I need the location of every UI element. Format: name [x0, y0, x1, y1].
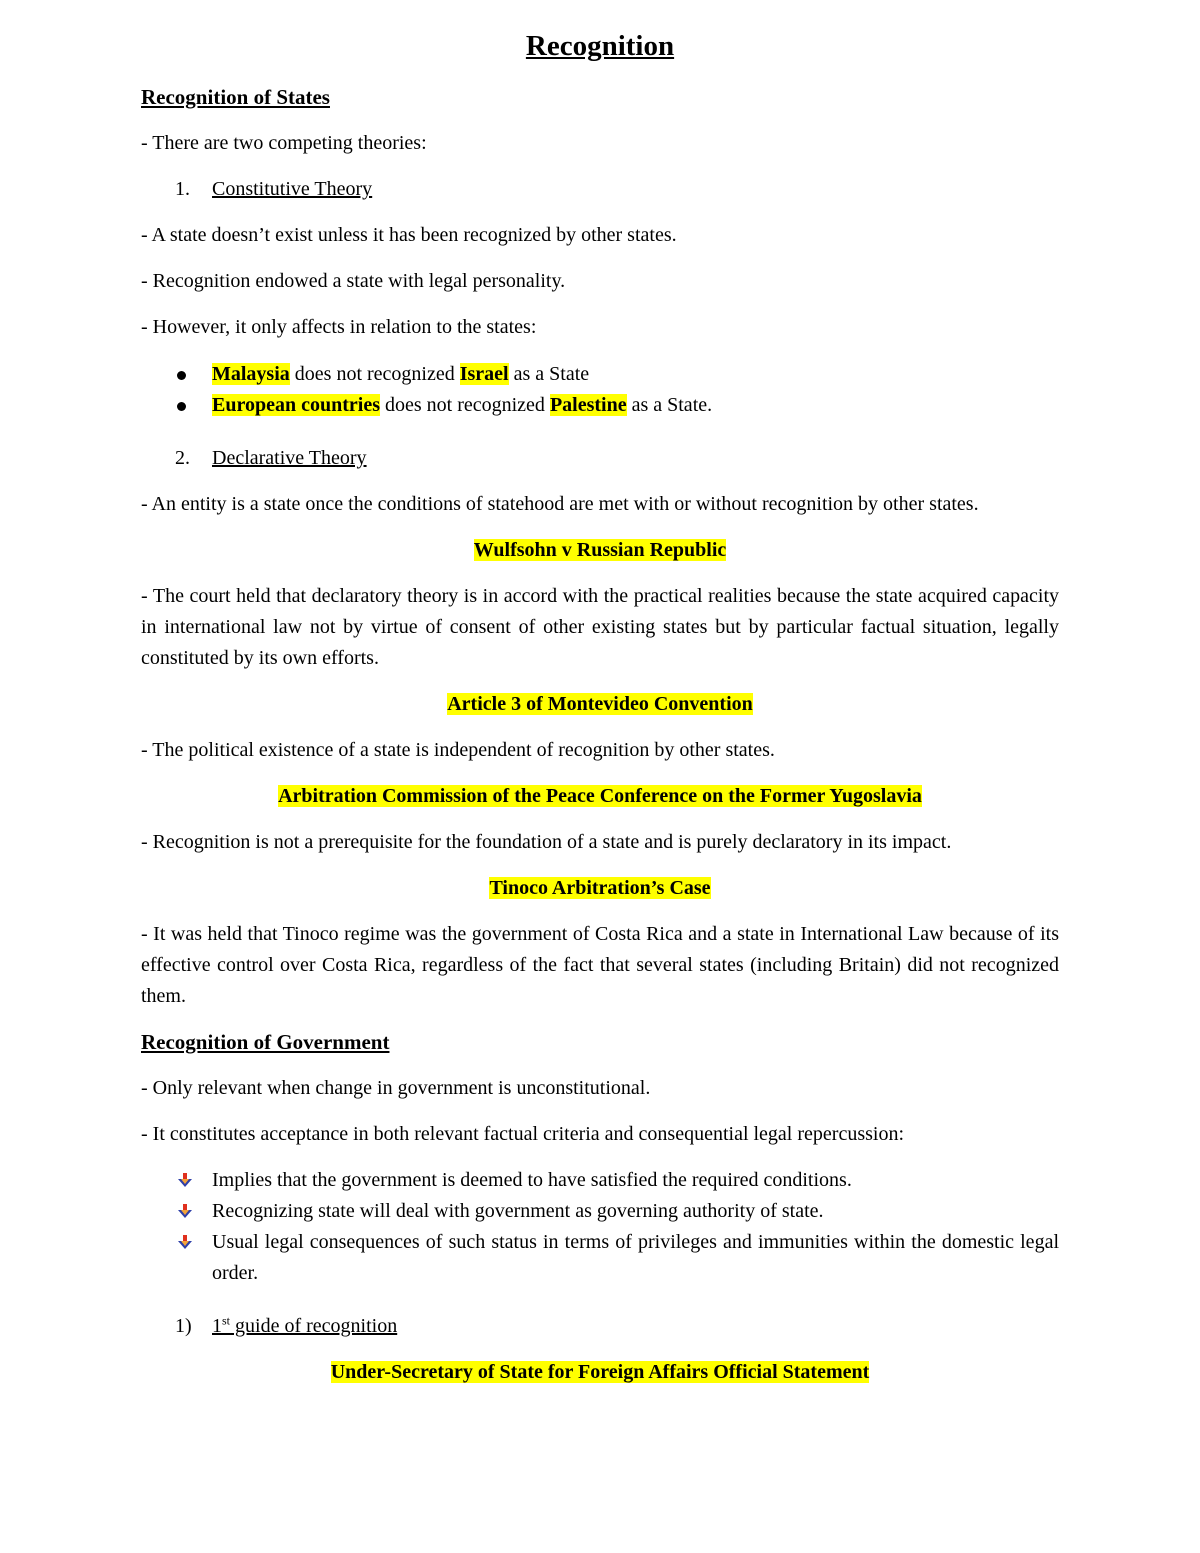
section-heading-government: Recognition of Government — [141, 1030, 390, 1054]
item-label: Constitutive Theory — [212, 178, 373, 200]
paragraph-point: - Only relevant when change in government is unconstitutional. — [141, 1077, 651, 1099]
plain-text: does not recognized — [289, 363, 460, 385]
case-summary: - Recognition is not a prerequisite for the foundation of a state and is purely declaratory in its impact. — [141, 831, 952, 853]
list-item-text: Recognizing state will deal with government as governing authority of state. — [212, 1200, 824, 1222]
case-title — [141, 781, 1059, 812]
list-item — [141, 359, 1059, 390]
ordinal-number: 1 — [212, 1315, 222, 1337]
case-title-text: Article 3 of Montevideo Convention — [447, 693, 753, 715]
case-summary: - The political existence of a state is independent of recognition by other states. — [141, 739, 775, 761]
case-title-text: Wulfsohn v Russian Republic — [473, 539, 727, 561]
numbered-item-guide — [175, 1311, 1059, 1342]
paragraph-point: - It constitutes acceptance in both relevant factual criteria and consequential legal repercussion: — [141, 1123, 904, 1145]
item-number: 1. — [175, 178, 190, 200]
document-page — [141, 26, 1059, 1403]
highlight-text: Malaysia — [212, 363, 290, 385]
case-title-text: Tinoco Arbitration’s Case — [489, 877, 711, 899]
down-arrow-icon — [177, 1234, 193, 1250]
paragraph-point: - Recognition endowed a state with legal personality. — [141, 270, 566, 292]
highlight-text: Palestine — [549, 394, 627, 416]
paragraph-point: - An entity is a state once the conditions of statehood are met with or without recognition by other states. — [141, 493, 979, 515]
case-summary: - The court held that declaratory theory is in accord with the practical realities because the state acquired capacity in international law not by virtue of consent of other existing states but by particular factual situation, legally constituted by its own efforts. — [141, 585, 1059, 669]
list-item-text: Implies that the government is deemed to have satisfied the required conditions. — [212, 1169, 852, 1191]
case-title — [141, 689, 1059, 720]
case-title — [141, 873, 1059, 904]
item-label: Declarative Theory — [212, 447, 367, 469]
list-item — [141, 1227, 1059, 1289]
case-title-text: Arbitration Commission of the Peace Conference on the Former Yugoslavia — [278, 785, 922, 807]
paragraph-intro: - There are two competing theories: — [141, 132, 427, 154]
arrow-list — [141, 1165, 1059, 1289]
plain-text: as a State — [508, 363, 590, 385]
case-title-text: Under-Secretary of State for Foreign Affairs Official Statement — [330, 1361, 870, 1383]
plain-text: does not recognized — [379, 394, 550, 416]
bullet-dot-icon — [177, 371, 186, 380]
list-item — [141, 390, 1059, 421]
highlight-text: Israel — [459, 363, 509, 385]
highlight-text: European countries — [212, 394, 380, 416]
item-number: 1) — [175, 1315, 192, 1337]
bullet-list — [141, 359, 1059, 421]
paragraph-point: - A state doesn’t exist unless it has been recognized by other states. — [141, 224, 677, 246]
case-summary: - It was held that Tinoco regime was the government of Costa Rica and a state in International Law because of its effective control over Costa Rica, regardless of the fact that several states (including Britain) did not recognized them. — [141, 923, 1059, 1007]
item-number: 2. — [175, 447, 190, 469]
item-label-text: guide of recognition — [230, 1315, 398, 1337]
list-item-text: Usual legal consequences of such status in terms of privileges and immunities within the domestic legal order. — [212, 1231, 1059, 1284]
list-item — [141, 1196, 1059, 1227]
numbered-item-constitutive — [175, 174, 1059, 205]
paragraph-point: - However, it only affects in relation to the states: — [141, 316, 537, 338]
down-arrow-icon — [177, 1172, 193, 1188]
case-title — [141, 1357, 1059, 1388]
document-title: Recognition — [525, 30, 675, 62]
down-arrow-icon — [177, 1203, 193, 1219]
item-label — [212, 1311, 397, 1342]
bullet-dot-icon — [177, 402, 186, 411]
section-heading-states: Recognition of States — [141, 85, 330, 109]
ordinal-suffix: st — [222, 1313, 231, 1328]
plain-text: as a State. — [626, 394, 713, 416]
list-item — [141, 1165, 1059, 1196]
numbered-item-declarative — [175, 443, 1059, 474]
case-title — [141, 535, 1059, 566]
